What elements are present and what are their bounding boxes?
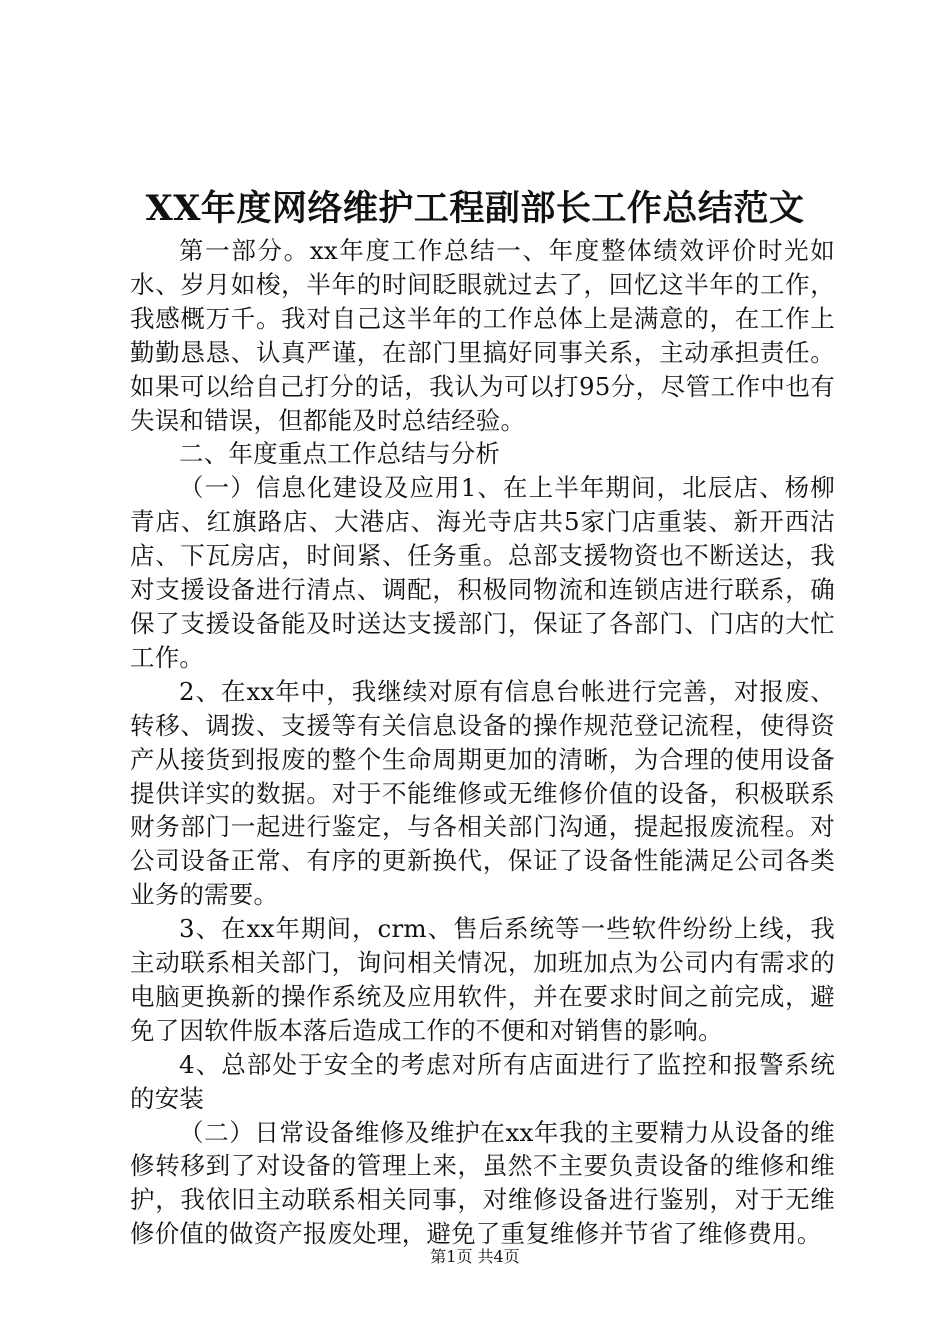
paragraph-item-4: 4、总部处于安全的考虑对所有店面进行了监控和报警系统的安装 [130,1049,835,1113]
paragraph-maintenance: （二）日常设备维修及维护在xx年我的主要精力从设备的维修转移到了对设备的管理上来，虽然不主要负责设备的维修和维护，我依旧主动联系相关同事，对维修设备进行鉴别，对于无维修价值的做资产报废处理，避免了重复维修并节省了维修费用。 [130,1117,835,1249]
document-title: XX年度网络维护工程副部长工作总结范文 [145,188,805,229]
paragraph-intro: 第一部分。xx年度工作总结一、年度整体绩效评价时光如水、岁月如梭，半年的时间眨眼就过去了，回忆这半年的工作，我感概万千。我对自己这半年的工作总体上是满意的，在工作上勤勤恳恳、认真严谨，在部门里搞好同事关系，主动承担责任。如果可以给自己打分的话，我认为可以打95分，尽管工作中也有失误和错误，但都能及时总结经验。 [130,236,835,435]
document-body [130,234,835,1251]
paragraph-section-heading: 二、年度重点工作总结与分析 [179,439,501,469]
paragraph-informatization: （一）信息化建设及应用1、在上半年期间，北辰店、杨柳青店、红旗路店、大港店、海光寺店共5家门店重装、新开西沽店、下瓦房店，时间紧、任务重。总部支援物资也不断送达，我对支援设备进行清点、调配，积极同物流和连锁店进行联系，确保了支援设备能及时送达支援部门，保证了各部门、门店的大忙工作。 [130,473,835,672]
paragraph-item-2: 2、在xx年中，我继续对原有信息台帐进行完善，对报废、转移、调拨、支援等有关信息设备的操作规范登记流程，使得资产从接货到报废的整个生命周期更加的清晰，为合理的使用设备提供详实的数据。对于不能维修或无维修价值的设备，积极联系财务部门一起进行鉴定，与各相关部门沟通，提起报废流程。对公司设备正常、有序的更新换代，保证了设备性能满足公司各类业务的需要。 [130,676,835,910]
page-footer: 第1页 共4页 [430,1247,520,1266]
paragraph-item-3: 3、在xx年期间，crm、售后系统等一些软件纷纷上线，我主动联系相关部门，询问相关情况，加班加点为公司内有需求的电脑更换新的操作系统及应用软件，并在要求时间之前完成，避免了因软件版本落后造成工作的不便和对销售的影响。 [130,914,835,1045]
